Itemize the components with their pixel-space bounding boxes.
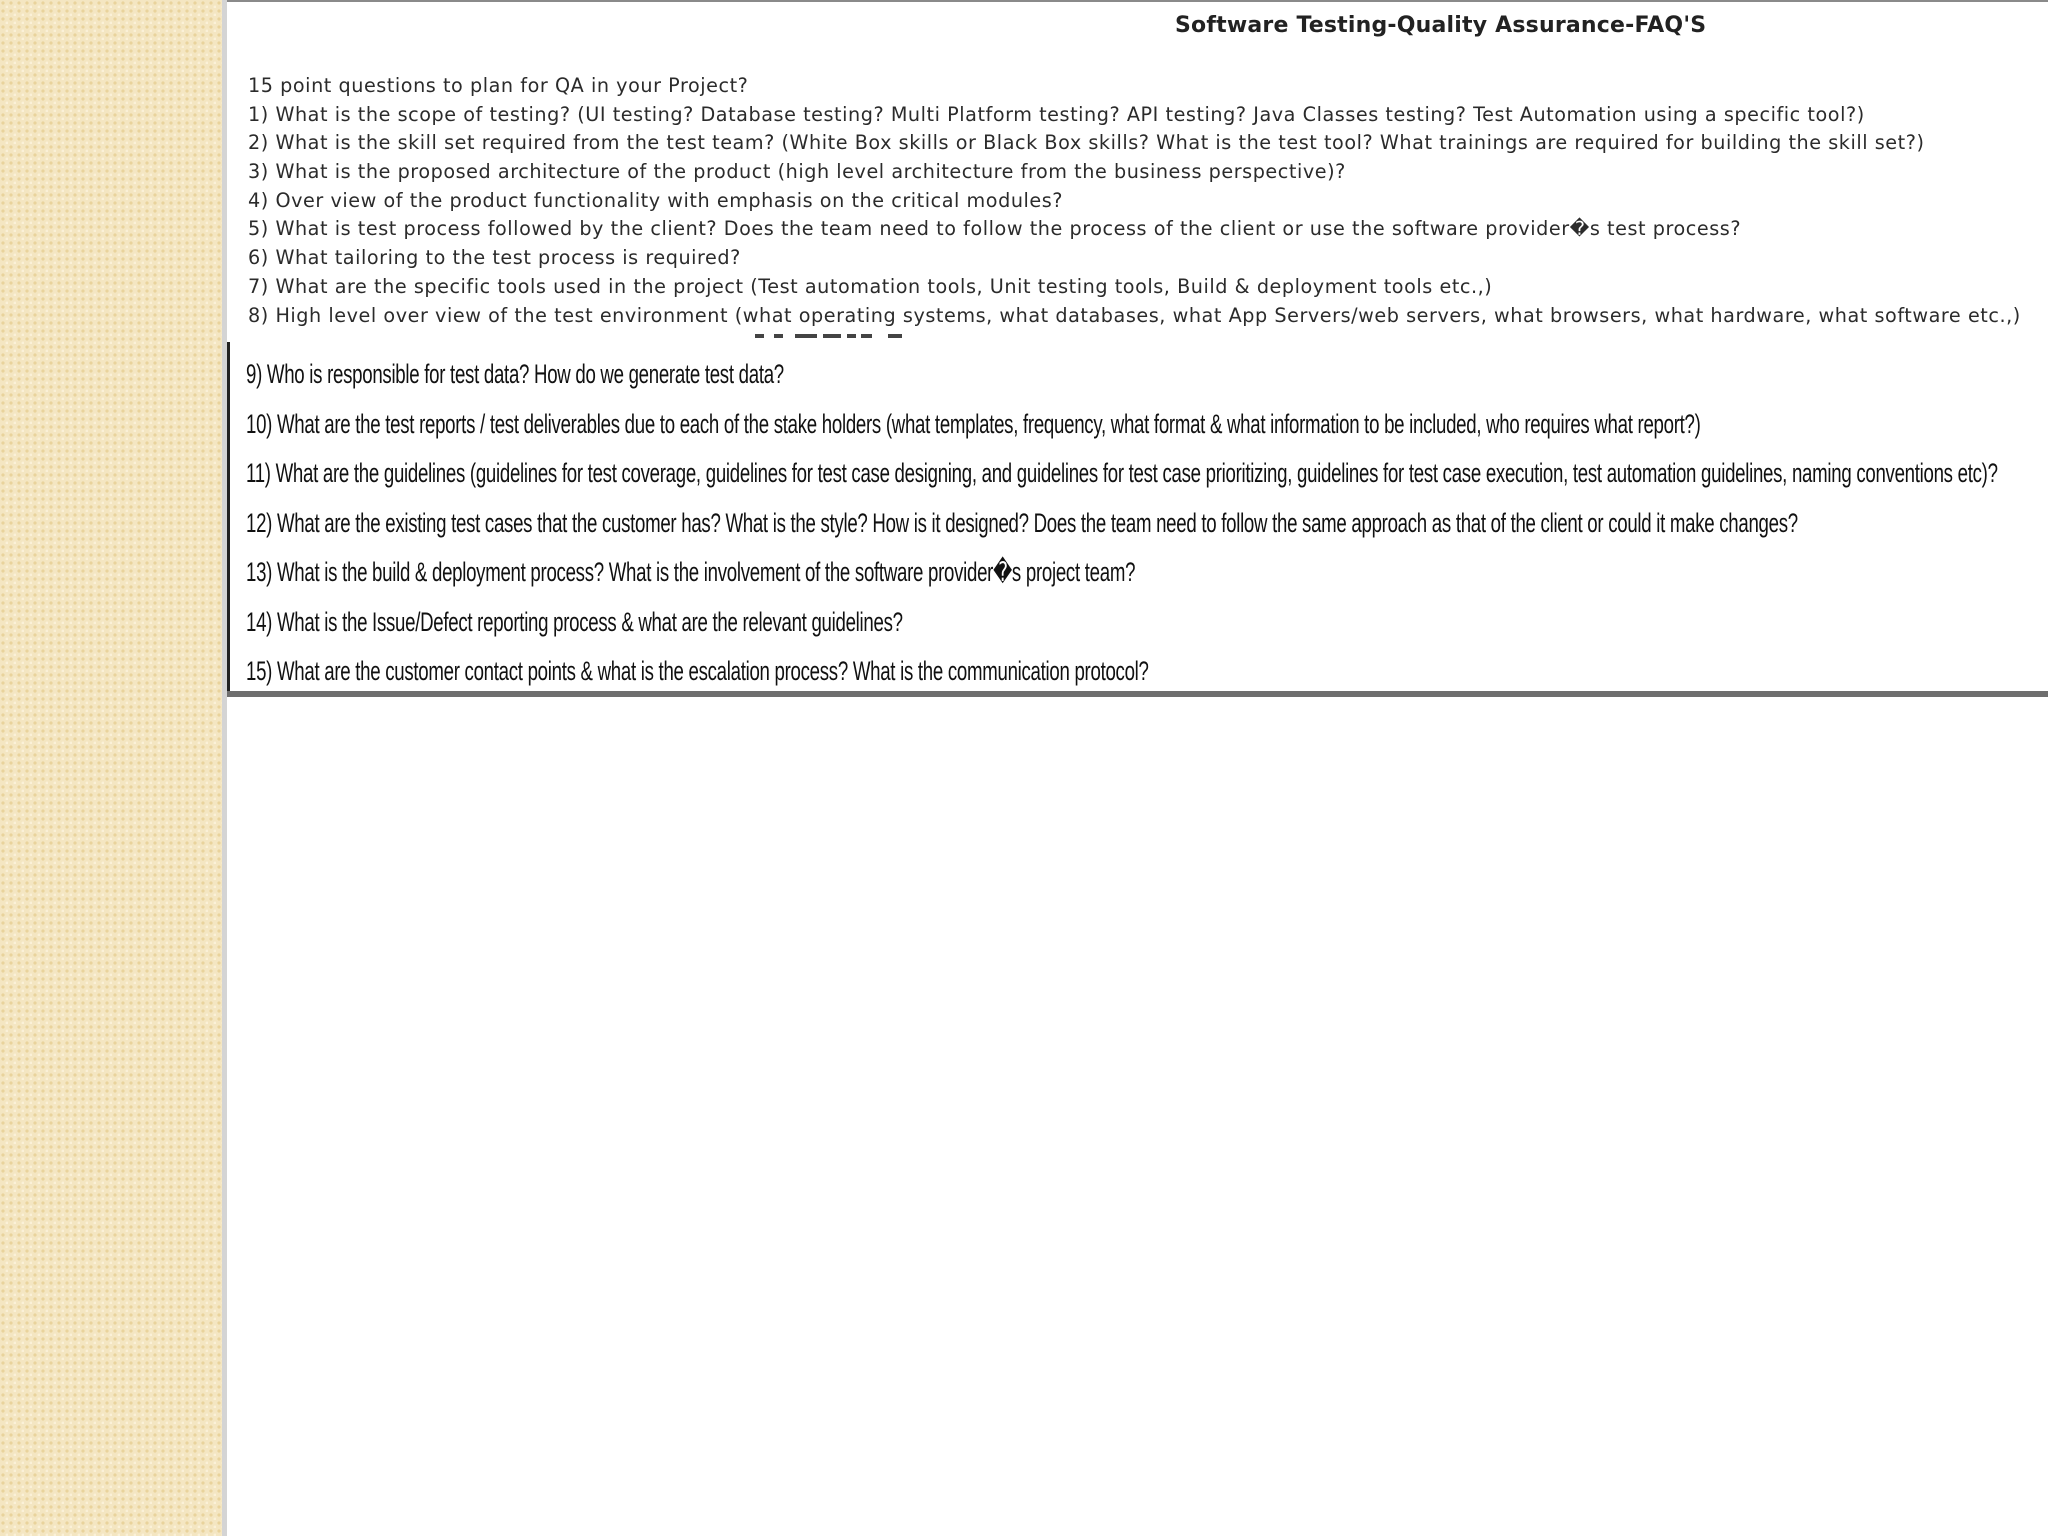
question-item: 15) What are the customer contact points & what is the escalation process? What is the communication protocol? bbox=[246, 656, 1149, 686]
top-divider bbox=[227, 0, 2048, 2]
question-item: 3) What is the proposed architecture of the product (high level architecture from the business perspective)? bbox=[248, 160, 1346, 184]
question-item: 12) What are the existing test cases that the customer has? What is the style? How is it designed? Does the team need to follow the same approach as that of the client or could it make changes? bbox=[246, 507, 1798, 538]
question-item: 9) Who is responsible for test data? How do we generate test data? bbox=[246, 359, 784, 389]
question-item: 6) What tailoring to the test process is required? bbox=[248, 246, 741, 270]
question-item: 13) What is the build & deployment process? What is the involvement of the software provider�s project team? bbox=[246, 557, 1136, 587]
question-list-lower bbox=[227, 342, 2048, 696]
question-item: 7) What are the specific tools used in the project (Test automation tools, Unit testing tools, Build & deployment tools etc.,) bbox=[248, 274, 1493, 298]
question-item: 11) What are the guidelines (guidelines for test coverage, guidelines for test case designing, and guidelines for test case prioritizing, guidelines for test case execution, test automation guidelines, naming conventions etc)? bbox=[246, 458, 1998, 488]
bottom-divider bbox=[227, 691, 2048, 697]
question-item: 1) What is the scope of testing? (UI testing? Database testing? Multi Platform testing? API testing? Java Classes testing? Test Automation using a specific tool?) bbox=[248, 102, 1865, 126]
clipped-text-fragment bbox=[527, 334, 927, 340]
question-item: 8) High level over view of the test environment (what operating systems, what databases, what App Servers/web servers, what browsers, what hardware, what software etc.,) bbox=[248, 303, 2021, 327]
document-page bbox=[227, 0, 2048, 1536]
question-list-upper bbox=[248, 72, 2038, 330]
question-item: 10) What are the test reports / test deliverables due to each of the stake holders (what templates, frequency, what format & what information to be included, who requires what report?) bbox=[246, 408, 1701, 439]
question-item: 5) What is test process followed by the client? Does the team need to follow the process of the client or use the software provider�s test process? bbox=[248, 217, 1742, 241]
question-item: 2) What is the skill set required from the test team? (White Box skills or Black Box skills? What is the test tool? What trainings are required for building the skill set?) bbox=[248, 131, 1925, 155]
question-item: 4) Over view of the product functionality with emphasis on the critical modules? bbox=[248, 188, 1064, 212]
question-item: 14) What is the Issue/Defect reporting process & what are the relevant guidelines? bbox=[246, 606, 903, 637]
decorative-side-panel bbox=[0, 0, 227, 1536]
document-title: Software Testing-Quality Assurance-FAQ'S bbox=[1175, 13, 1707, 38]
intro-line: 15 point questions to plan for QA in your Project? bbox=[248, 74, 749, 97]
